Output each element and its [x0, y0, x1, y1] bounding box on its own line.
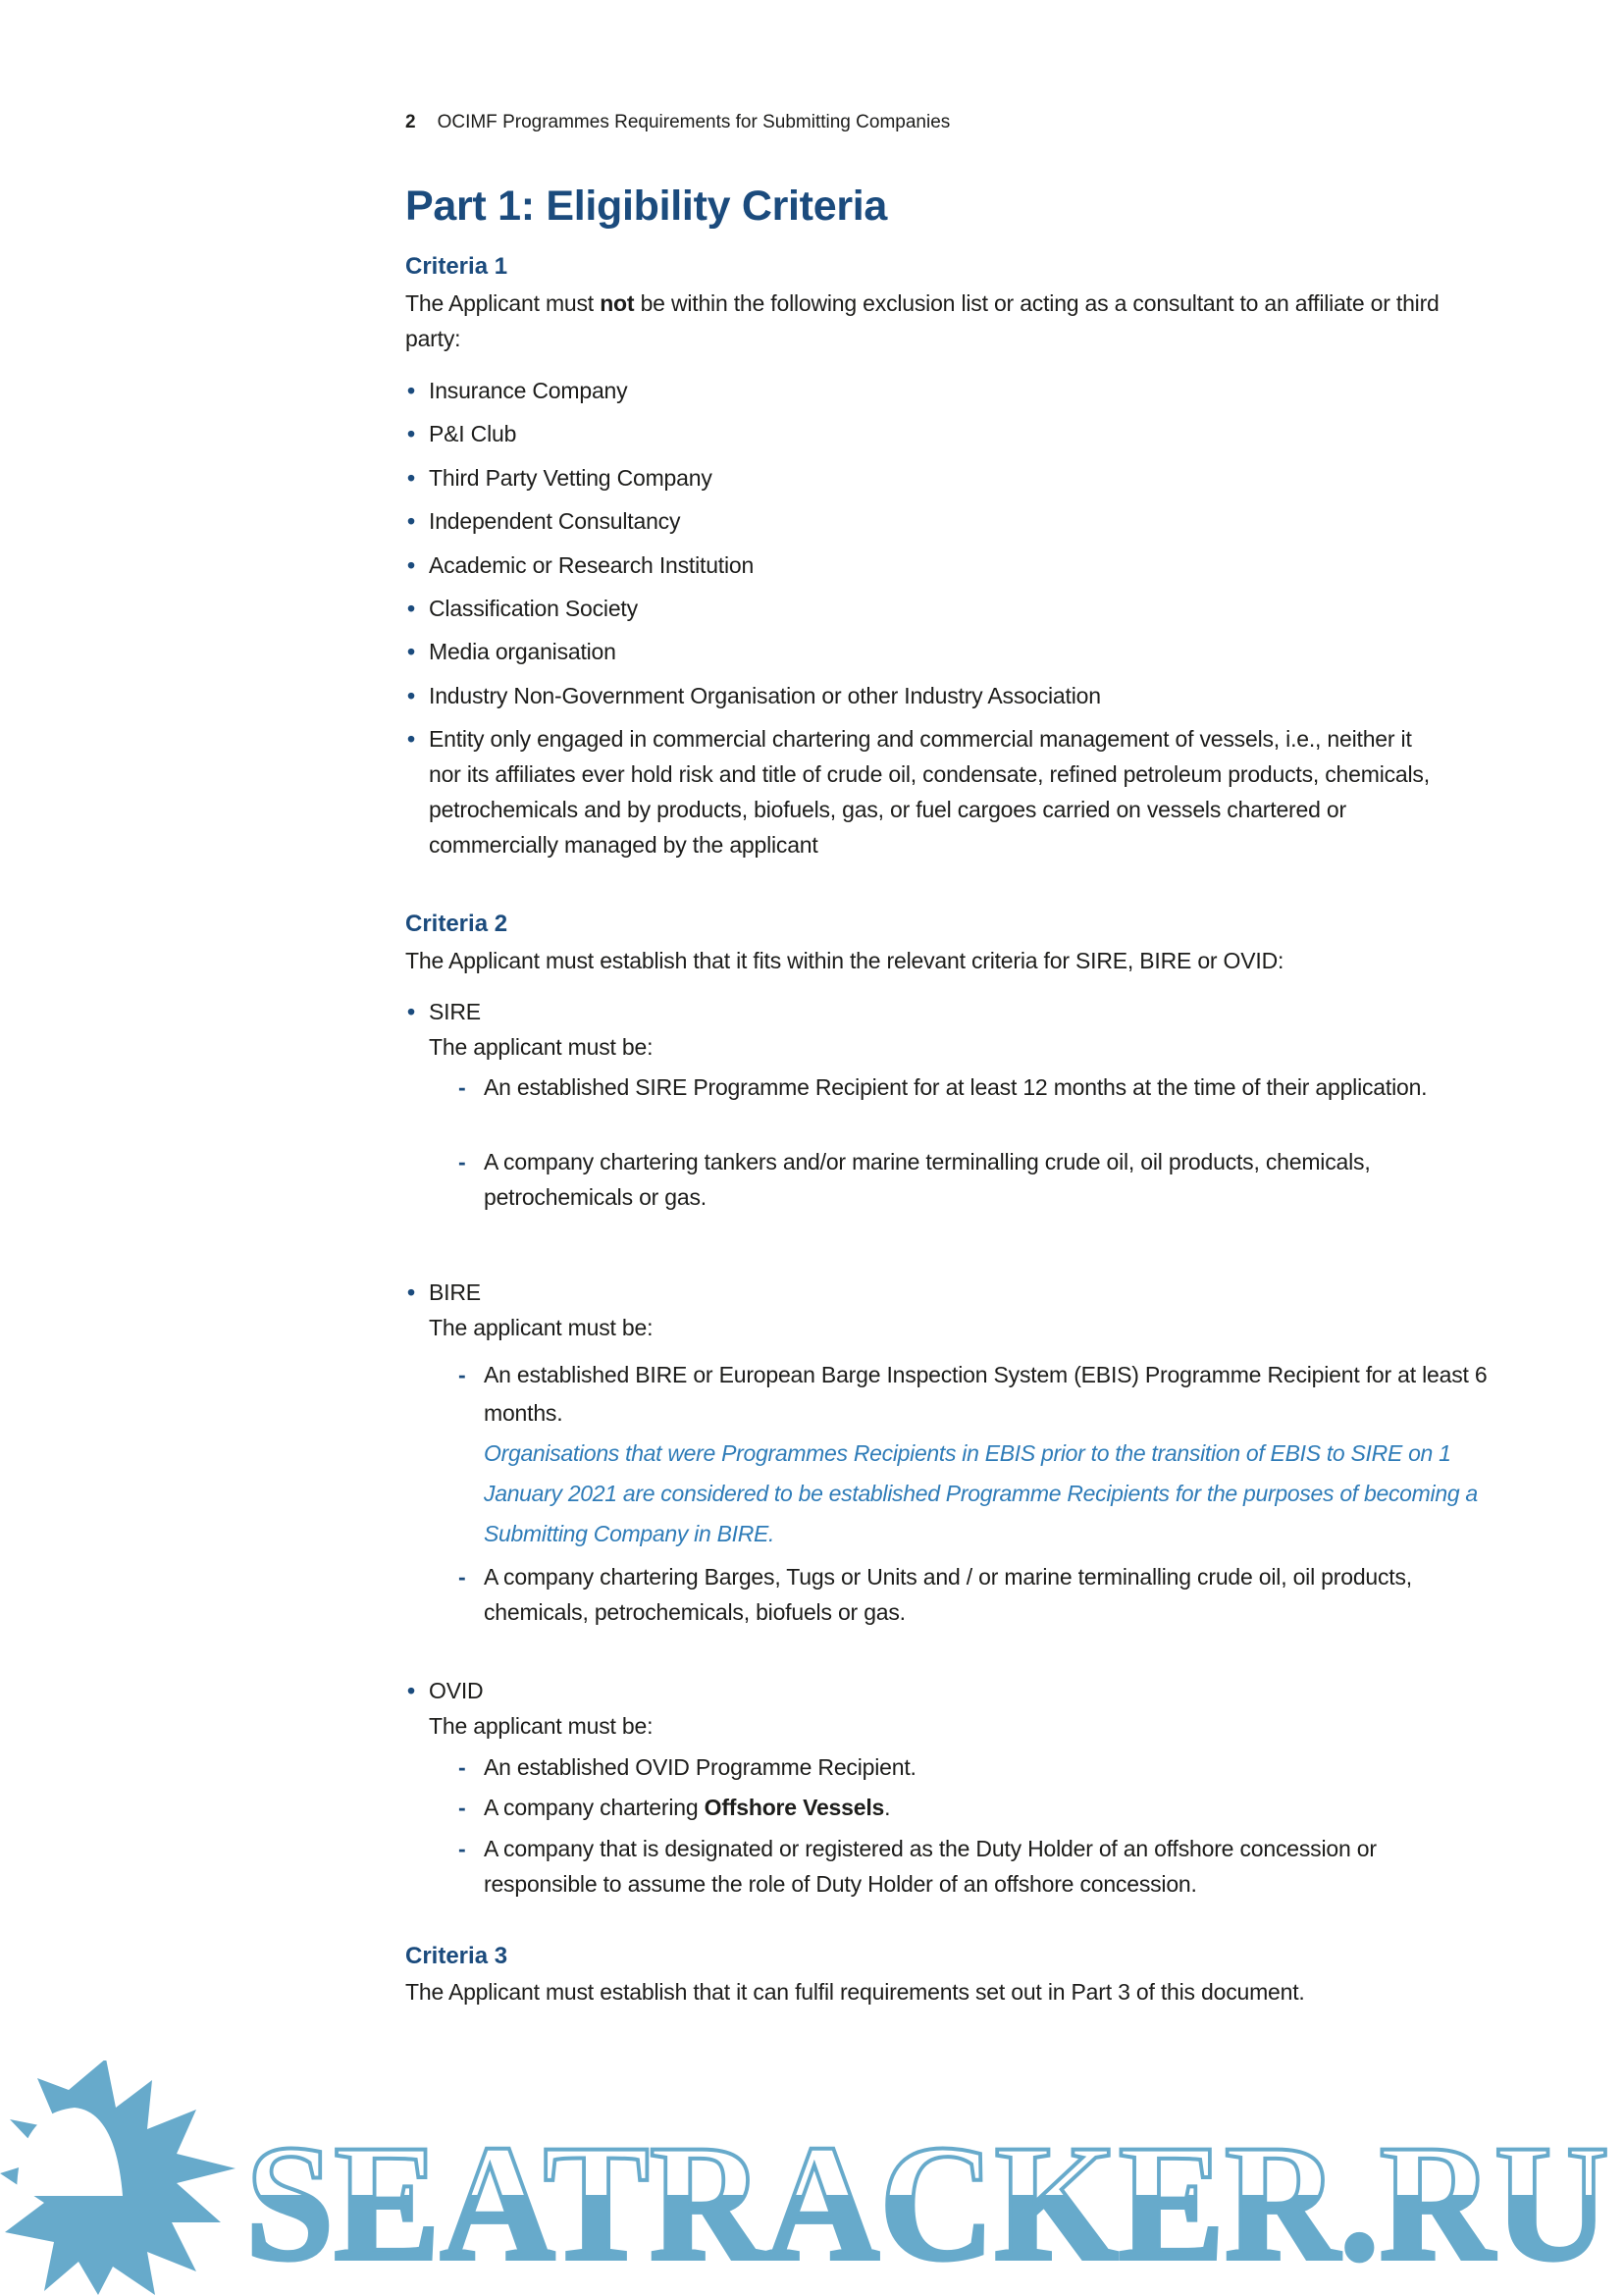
criteria-1-intro: [405, 286, 1455, 356]
list-item-text: OVID: [429, 1678, 484, 1703]
list-item-text: Industry Non-Government Organisation or other Industry Association: [429, 683, 1101, 708]
list-item: [405, 591, 1475, 626]
criteria-3-text: The Applicant must establish that it can fulfil requirements set out in Part 3 of this document.: [405, 1979, 1305, 2005]
list-item-text: Media organisation: [429, 639, 616, 664]
list-item-text: Insurance Company: [429, 378, 628, 403]
list-item: [405, 460, 1475, 496]
list-item-text: SIRE: [429, 999, 481, 1024]
list-item-bire: [405, 1275, 1475, 1345]
bullet-icon: •: [407, 726, 415, 752]
criteria-1-heading: Criteria 1: [405, 253, 508, 280]
list-item: [405, 678, 1475, 713]
list-item: [405, 416, 1475, 451]
page-number: 2: [405, 112, 416, 132]
bullet-icon: •: [407, 1678, 415, 1703]
sub-item-text: A company chartering: [484, 1795, 705, 1820]
list-item-text: Third Party Vetting Company: [429, 465, 712, 491]
sun-icon: [0, 2060, 236, 2295]
dash-icon: -: [458, 1149, 466, 1174]
bullet-icon: •: [407, 508, 415, 534]
sub-item: [458, 1069, 1489, 1105]
sub-item-text: A company chartering tankers and/or marine terminalling crude oil, oil products, chemicals, petrochemicals or gas.: [484, 1149, 1371, 1210]
list-item-text: Independent Consultancy: [429, 508, 681, 534]
dash-icon: -: [458, 1836, 466, 1861]
sub-item-text: A company that is designated or registered as the Duty Holder of an offshore concession or responsible to assume the role of Duty Holder of an offshore concession.: [484, 1836, 1377, 1897]
intro-text: The Applicant must: [405, 290, 601, 316]
sub-intro: The applicant must be:: [429, 1713, 654, 1739]
seatracker-watermark-logo: [0, 2060, 1624, 2295]
bullet-icon: •: [407, 683, 415, 708]
criteria-2-intro: The Applicant must establish that it fits within the relevant criteria for SIRE, BIRE or OVID:: [405, 948, 1284, 973]
bullet-icon: •: [407, 552, 415, 578]
intro-emphasis: not: [600, 290, 635, 316]
sub-item-emphasis: Offshore Vessels: [704, 1795, 885, 1820]
sub-item: [458, 1831, 1489, 1902]
sub-intro: The applicant must be:: [429, 1315, 654, 1340]
sub-intro: The applicant must be:: [429, 1034, 654, 1060]
sub-item: [458, 1559, 1489, 1630]
bullet-icon: •: [407, 596, 415, 621]
list-item-text: Academic or Research Institution: [429, 552, 755, 578]
watermark-text: SEATRACKER.RU: [245, 2111, 1609, 2295]
bullet-icon: •: [407, 421, 415, 446]
bullet-icon: •: [407, 639, 415, 664]
dash-icon: -: [458, 1564, 466, 1590]
list-item-text: P&I Club: [429, 421, 517, 446]
sub-item: [458, 1144, 1489, 1215]
page-header: [405, 112, 950, 133]
bire-note: Organisations that were Programmes Recipients in EBIS prior to the transition of EBIS to SIRE on 1 January 2021 are considered to be established Programme Recipients for the purposes of becoming a Submitting Company in BIRE.: [484, 1440, 1478, 1546]
sub-item-text: .: [884, 1795, 891, 1820]
sub-item: [458, 1790, 1489, 1825]
criteria-2-heading: Criteria 2: [405, 911, 508, 937]
dash-icon: -: [458, 1754, 466, 1780]
bullet-icon: •: [407, 465, 415, 491]
sub-item: [458, 1749, 1489, 1785]
dash-icon: -: [458, 1795, 466, 1820]
running-title: OCIMF Programmes Requirements for Submitting Companies: [437, 112, 951, 132]
sub-item-text: An established BIRE or European Barge Inspection System (EBIS) Programme Recipient for at least 6 months.: [484, 1362, 1488, 1426]
sub-item-text: A company chartering Barges, Tugs or Units and / or marine terminalling crude oil, oil products, chemicals, petrochemicals, biofuels or gas.: [484, 1564, 1412, 1625]
list-item: [405, 373, 1475, 408]
dash-icon: -: [458, 1362, 466, 1387]
list-item: [405, 721, 1445, 862]
sub-item: [458, 1356, 1489, 1433]
list-item: [405, 634, 1475, 669]
list-item-text: BIRE: [429, 1279, 481, 1305]
list-item-text: Classification Society: [429, 596, 638, 621]
bullet-icon: •: [407, 1279, 415, 1305]
list-item: [405, 548, 1475, 583]
dash-icon: -: [458, 1074, 466, 1100]
list-item-ovid: [405, 1673, 1475, 1744]
sub-item-text: An established OVID Programme Recipient.: [484, 1754, 917, 1780]
intro-text: be within the following exclusion list or acting as a consultant to an affiliate or third party:: [405, 290, 1440, 351]
list-item-text: Entity only engaged in commercial chartering and commercial management of vessels, i.e., neither it nor its affiliates ever hold risk and title of crude oil, condensate, refined petroleum products, chemicals, petrochemicals and by products, biofuels, gas, or fuel cargoes carried on vessels chartered or commercially managed by the applicant: [429, 726, 1430, 858]
criteria-3-heading: Criteria 3: [405, 1943, 508, 1969]
bullet-icon: •: [407, 999, 415, 1024]
list-item-sire: [405, 994, 1475, 1065]
list-item: [405, 503, 1475, 539]
sub-item-text: An established SIRE Programme Recipient for at least 12 months at the time of their application.: [484, 1074, 1428, 1100]
bullet-icon: •: [407, 378, 415, 403]
page-title: Part 1: Eligibility Criteria: [405, 183, 888, 230]
